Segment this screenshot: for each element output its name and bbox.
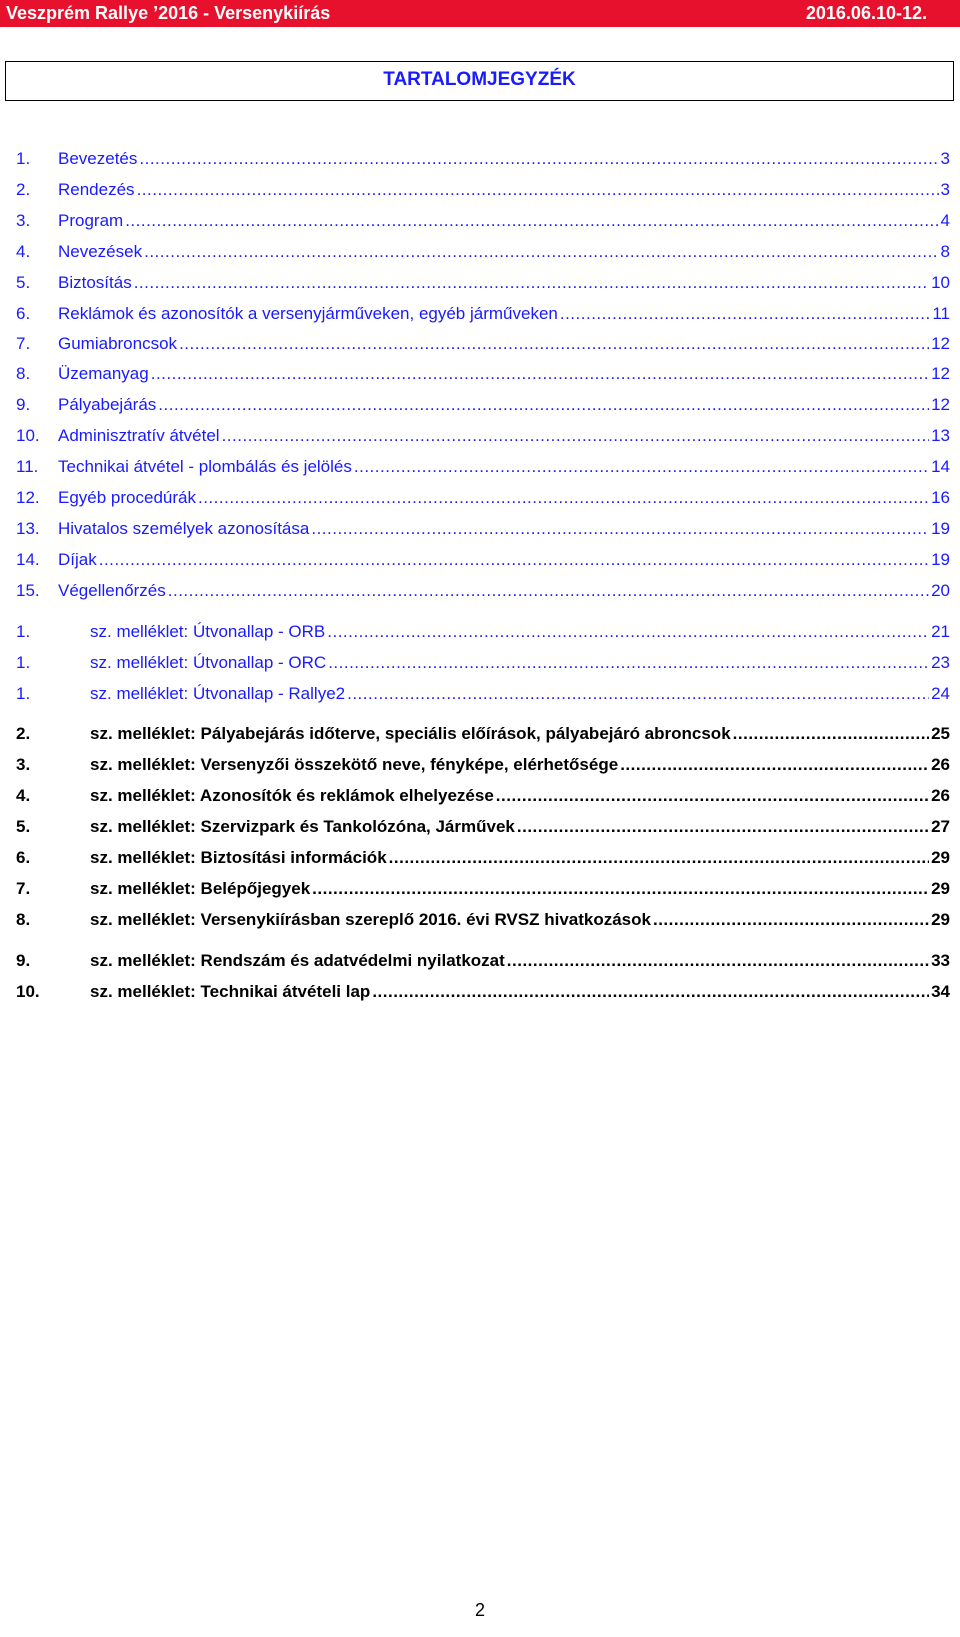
dot-leader (125, 209, 938, 233)
dot-leader (354, 455, 929, 479)
toc-entry-number: 2. (16, 180, 31, 199)
annexes-entry-number: 1. (16, 684, 31, 703)
toc-entry[interactable] (16, 424, 950, 448)
toc-entry-number: 5. (16, 273, 31, 292)
toc-entry-title: Végellenőrzés (58, 581, 166, 600)
annexes-entry-title: sz. melléklet: Technikai átvételi lap (90, 982, 371, 1001)
toc-entry-page: 4 (940, 211, 950, 230)
annexes-entry[interactable] (16, 908, 950, 932)
annexes-entry[interactable] (16, 722, 950, 746)
toc-entry-page: 12 (931, 364, 950, 383)
annexes-entry[interactable] (16, 980, 950, 1004)
dot-leader (151, 362, 929, 386)
document-date: 2016.06.10-12. (805, 3, 927, 23)
dot-leader (139, 147, 938, 171)
annexes-entry[interactable] (16, 877, 950, 901)
toc-entry-number: 11. (16, 457, 39, 476)
dot-leader (198, 486, 929, 510)
annexes-entry-number: 4. (16, 786, 31, 805)
annexes-entry-number: 7. (16, 879, 31, 898)
toc-entry-title: Adminisztratív átvétel (58, 426, 220, 445)
toc-entry-number: 1. (16, 149, 31, 168)
toc-entry-page: 11 (932, 304, 950, 323)
toc-entry-page: 14 (931, 457, 950, 476)
annexes-entry-page: 26 (931, 755, 950, 774)
toc-entry-number: 13. (16, 519, 40, 538)
toc-entry-page: 13 (931, 426, 950, 445)
dot-leader (222, 424, 930, 448)
toc-entry[interactable] (16, 579, 950, 603)
dot-leader (328, 651, 929, 675)
annexes-entry-page: 21 (931, 622, 950, 641)
toc-entry-number: 14. (16, 550, 40, 569)
toc-entry[interactable] (16, 271, 950, 295)
annexes-entry[interactable] (16, 949, 950, 973)
toc-title-box (5, 61, 954, 101)
toc-entry-title: Biztosítás (58, 273, 132, 292)
dot-leader (733, 722, 929, 746)
annexes-entry-title: sz. melléklet: Versenyzői összekötő neve, fényképe, elérhetősége (90, 755, 619, 774)
toc-entry[interactable] (16, 302, 950, 326)
toc-entry-title: Egyéb procedúrák (58, 488, 196, 507)
annexes-entry-title: sz. melléklet: Útvonallap - ORB (90, 622, 326, 641)
dot-leader (347, 682, 929, 706)
annexes-entry[interactable] (16, 846, 950, 870)
annexes-entry-title: sz. melléklet: Útvonallap - ORC (90, 653, 327, 672)
toc-entry-number: 9. (16, 395, 31, 414)
annexes-entry-page: 29 (931, 879, 950, 898)
toc-entry[interactable] (16, 548, 950, 572)
annexes-entry[interactable] (16, 815, 950, 839)
toc-entry-title: Hivatalos személyek azonosítása (58, 519, 310, 538)
toc-entry[interactable] (16, 393, 950, 417)
toc-entry-number: 8. (16, 364, 31, 383)
dot-leader (620, 753, 929, 777)
annexes-entry-number: 1. (16, 622, 31, 641)
annexes-entry-title: sz. melléklet: Azonosítók és reklámok elhelyezése (90, 786, 494, 805)
toc-entry-title: Technikai átvétel - plombálás és jelölés (58, 457, 352, 476)
toc-entry-page: 19 (931, 550, 950, 569)
dot-leader (517, 815, 929, 839)
annexes-entry-page: 29 (931, 910, 950, 929)
toc-entry-title: Program (58, 211, 124, 230)
toc-entry-title: Nevezések (58, 242, 143, 261)
toc-entry-number: 4. (16, 242, 31, 261)
dot-leader (653, 908, 929, 932)
toc-entry-title: Gumiabroncsok (58, 334, 178, 353)
toc-entry-title: Rendezés (58, 180, 135, 199)
toc-entry[interactable] (16, 362, 950, 386)
toc-entry-number: 12. (16, 488, 40, 507)
toc-entry[interactable] (16, 486, 950, 510)
toc-entry-page: 8 (940, 242, 950, 261)
dot-leader (312, 877, 929, 901)
dot-leader (327, 620, 929, 644)
toc-entry[interactable] (16, 178, 950, 202)
toc-entry-number: 6. (16, 304, 31, 323)
annexes-entry-number: 8. (16, 910, 31, 929)
annexes-entry[interactable] (16, 651, 950, 675)
annexes-entry[interactable] (16, 620, 950, 644)
annexes-entry-page: 23 (931, 653, 950, 672)
annexes-entry-number: 10. (16, 982, 40, 1001)
toc-entry-number: 7. (16, 334, 31, 353)
annexes-entry-number: 2. (16, 724, 31, 743)
dot-leader (168, 579, 929, 603)
dot-leader (389, 846, 929, 870)
toc-entry-page: 12 (931, 395, 950, 414)
toc-entry-page: 12 (931, 334, 950, 353)
toc-entry-title: Díjak (58, 550, 97, 569)
annexes-entry-number: 9. (16, 951, 31, 970)
annexes-entry-number: 3. (16, 755, 31, 774)
annexes-entry-page: 29 (931, 848, 950, 867)
toc-entry-page: 16 (931, 488, 950, 507)
annexes-entry-number: 1. (16, 653, 31, 672)
toc-entry-page: 10 (931, 273, 950, 292)
toc-entry-page: 19 (931, 519, 950, 538)
toc-entry-title: Reklámok és azonosítók a versenyjárműveken, egyéb járműveken (58, 304, 558, 323)
annexes-entry-page: 24 (931, 684, 950, 703)
annexes-entry-page: 34 (931, 982, 950, 1001)
dot-leader (144, 240, 938, 264)
toc-entry[interactable] (16, 240, 950, 264)
annexes-entry-page: 27 (931, 817, 950, 836)
annexes-entry-page: 33 (931, 951, 950, 970)
dot-leader (134, 271, 929, 295)
annexes-entry-number: 6. (16, 848, 31, 867)
dot-leader (158, 393, 929, 417)
toc-entry-title: Bevezetés (58, 149, 138, 168)
toc-entry[interactable] (16, 209, 950, 233)
toc-entry-number: 15. (16, 581, 40, 600)
dot-leader (507, 949, 929, 973)
toc-entry-title: Üzemanyag (58, 364, 149, 383)
dot-leader (99, 548, 929, 572)
annexes-entry[interactable] (16, 682, 950, 706)
toc-entry[interactable] (16, 147, 950, 171)
dot-leader (560, 302, 930, 326)
toc-entry-page: 3 (940, 149, 950, 168)
annexes-entry-page: 25 (931, 724, 950, 743)
dot-leader (372, 980, 929, 1004)
annexes-entry-title: sz. melléklet: Belépőjegyek (90, 879, 311, 898)
dot-leader (496, 784, 929, 808)
toc-entry-title: Pályabejárás (58, 395, 157, 414)
toc-entry[interactable] (16, 332, 950, 356)
annexes-entry[interactable] (16, 753, 950, 777)
annexes-entry-title: sz. melléklet: Szervizpark és Tankolózóna, Járművek (90, 817, 515, 836)
annexes-entry-page: 26 (931, 786, 950, 805)
dot-leader (311, 517, 929, 541)
annexes-entry-title: sz. melléklet: Rendszám és adatvédelmi nyilatkozat (90, 951, 505, 970)
annexes-entry-number: 5. (16, 817, 31, 836)
toc-entry-number: 10. (16, 426, 40, 445)
annexes-entry-title: sz. melléklet: Versenykiírásban szereplő 2016. évi RVSZ hivatkozások (90, 910, 651, 929)
annexes-entry-title: sz. melléklet: Útvonallap - Rallye2 (90, 684, 346, 703)
toc-entry[interactable] (16, 517, 950, 541)
toc-title: TARTALOMJEGYZÉK (383, 69, 576, 90)
annexes-entry-title: sz. melléklet: Biztosítási információk (90, 848, 387, 867)
toc-entry-number: 3. (16, 211, 31, 230)
page-number: 2 (474, 1600, 485, 1620)
document-title: Veszprém Rallye ’2016 - Versenykiírás (6, 3, 331, 23)
dot-leader (179, 332, 929, 356)
annexes-entry-title: sz. melléklet: Pályabejárás időterve, speciális előírások, pályabejáró abroncsok (90, 724, 731, 743)
dot-leader (137, 178, 939, 202)
toc-entry[interactable] (16, 455, 950, 479)
toc-entry-page: 20 (931, 581, 950, 600)
toc-entry-page: 3 (940, 180, 950, 199)
header-bar (0, 0, 960, 27)
annexes-entry[interactable] (16, 784, 950, 808)
